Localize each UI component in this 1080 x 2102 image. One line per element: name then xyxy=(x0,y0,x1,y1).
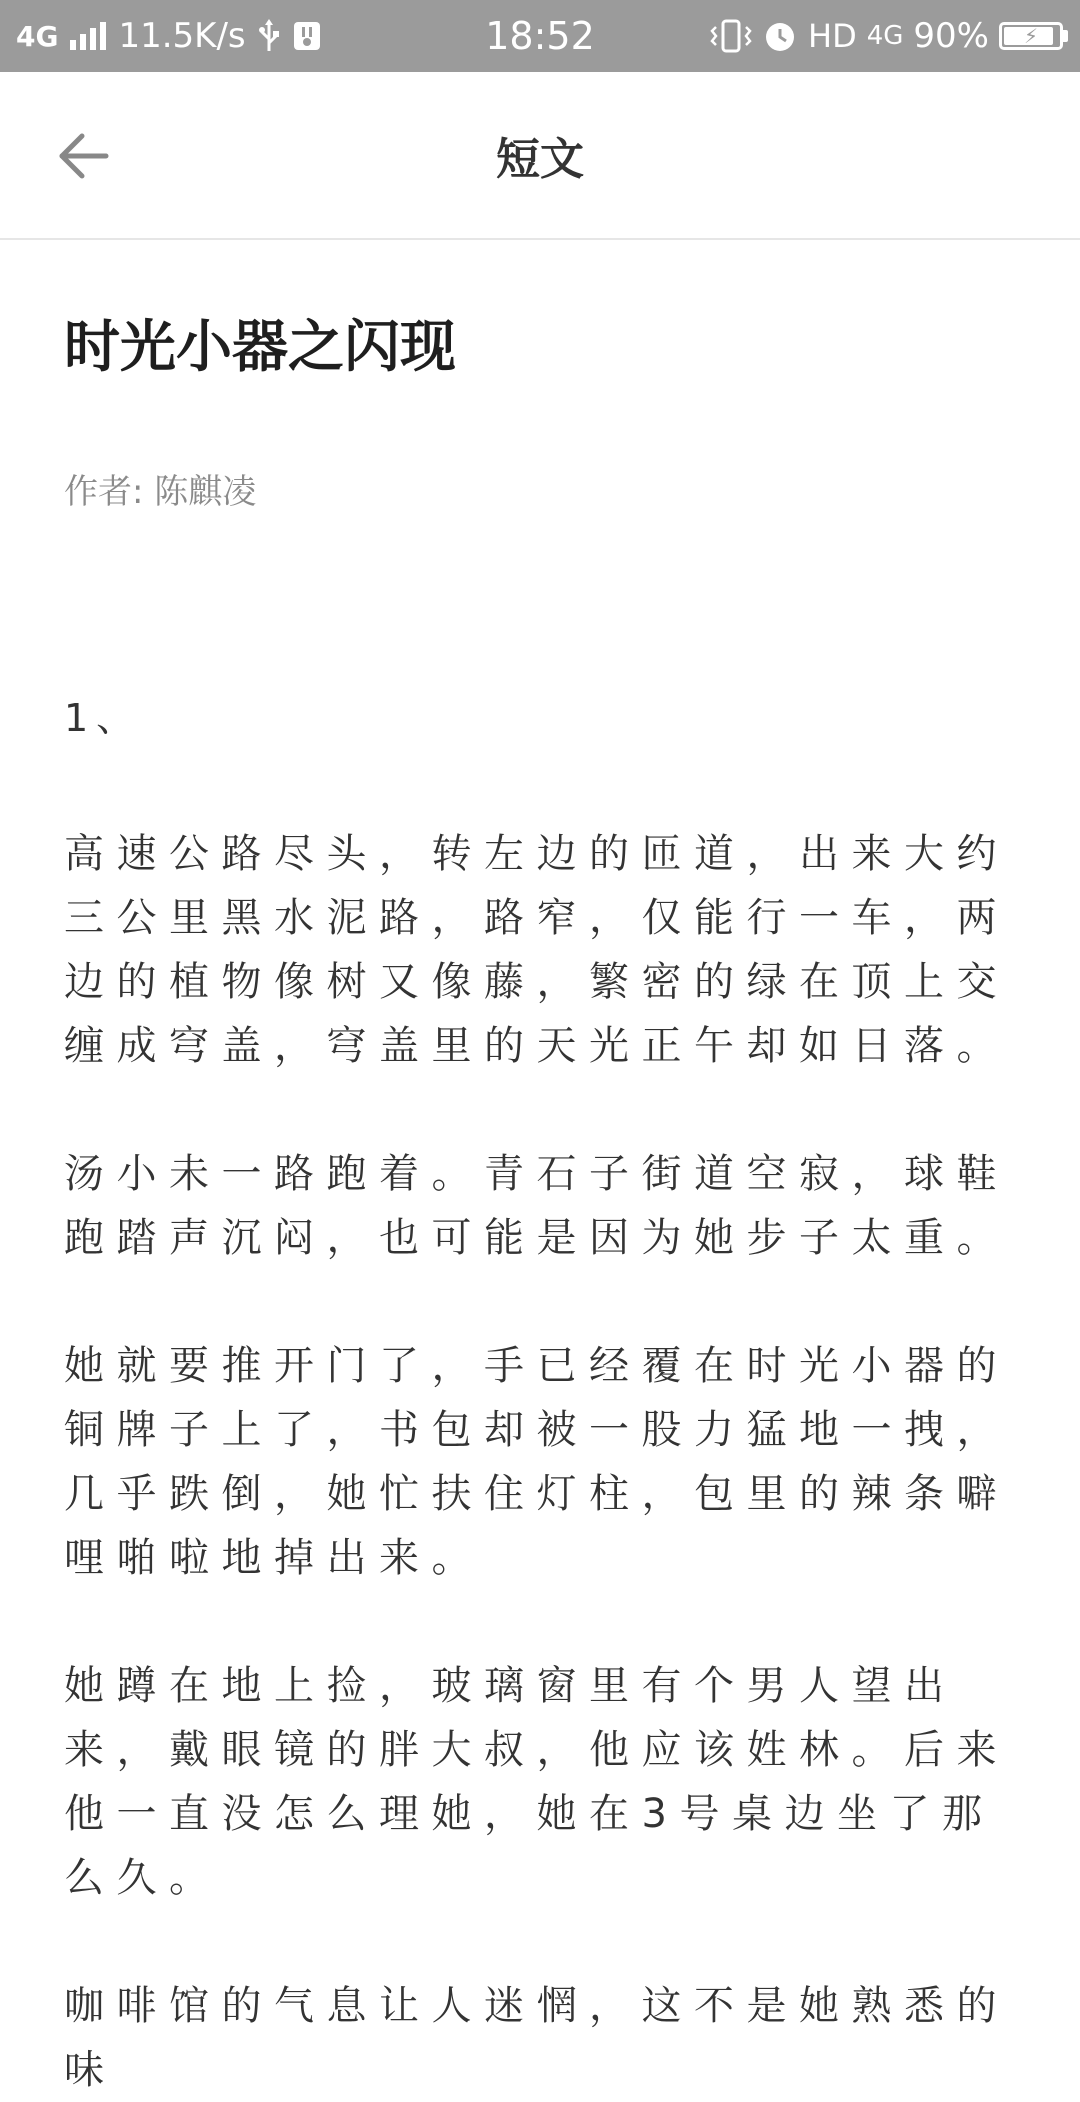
article-content xyxy=(64,240,1016,2102)
status-bar xyxy=(0,0,1080,72)
paragraph: 她蹲在地上捡，玻璃窗里有个男人望出来，戴眼镜的胖大叔，他应该姓林。后来他一直没怎么理她，她在3号桌边坐了那么久。 xyxy=(64,1663,1009,1901)
author-line xyxy=(64,470,1016,514)
hd-label: HD xyxy=(808,17,857,55)
vibrate-icon xyxy=(710,19,752,53)
app-bar xyxy=(0,72,1080,240)
battery-percent: 90% xyxy=(913,16,989,56)
paragraph: 汤小未一路跑着。青石子街道空寂，球鞋跑踏声沉闷，也可能是因为她步子太重。 xyxy=(64,1151,1009,1261)
paragraph: 高速公路尽头，转左边的匝道，出来大约三公里黑水泥路，路窄，仅能行一车，两边的植物像树又像藤，繁密的绿在顶上交缠成穹盖，穹盖里的天光正午却如日落。 xyxy=(64,831,1009,1069)
paragraph: 她就要推开门了，手已经覆在时光小器的铜牌子上了，书包却被一股力猛地一拽，几乎跌倒，她忙扶住灯柱，包里的辣条噼哩啪啦地掉出来。 xyxy=(64,1343,1009,1581)
alarm-icon xyxy=(762,18,798,54)
page-title: 短文 xyxy=(496,134,584,185)
signal-icon xyxy=(70,22,106,50)
network-speed: 11.5K/s xyxy=(118,16,246,56)
status-left xyxy=(16,0,322,72)
network-type-right: 4G xyxy=(866,21,904,51)
status-right xyxy=(710,0,1068,72)
back-button[interactable] xyxy=(40,112,128,200)
clock: 18:52 xyxy=(485,14,595,58)
author-name: 陈麒凌 xyxy=(154,472,257,512)
author-label: 作者: xyxy=(64,472,144,512)
battery-icon xyxy=(999,22,1068,50)
back-arrow-icon xyxy=(56,132,112,180)
network-type: 4G xyxy=(16,19,59,53)
section-number: 1、 xyxy=(64,696,143,740)
article-title: 时光小器之闪现 xyxy=(64,315,456,380)
charging-icon: ⚡ xyxy=(1023,24,1039,48)
usb-icon xyxy=(258,19,280,53)
usb-debug-icon xyxy=(292,20,322,52)
paragraph: 咖啡馆的气息让人迷惘，这不是她熟悉的味 xyxy=(64,1983,1009,2093)
